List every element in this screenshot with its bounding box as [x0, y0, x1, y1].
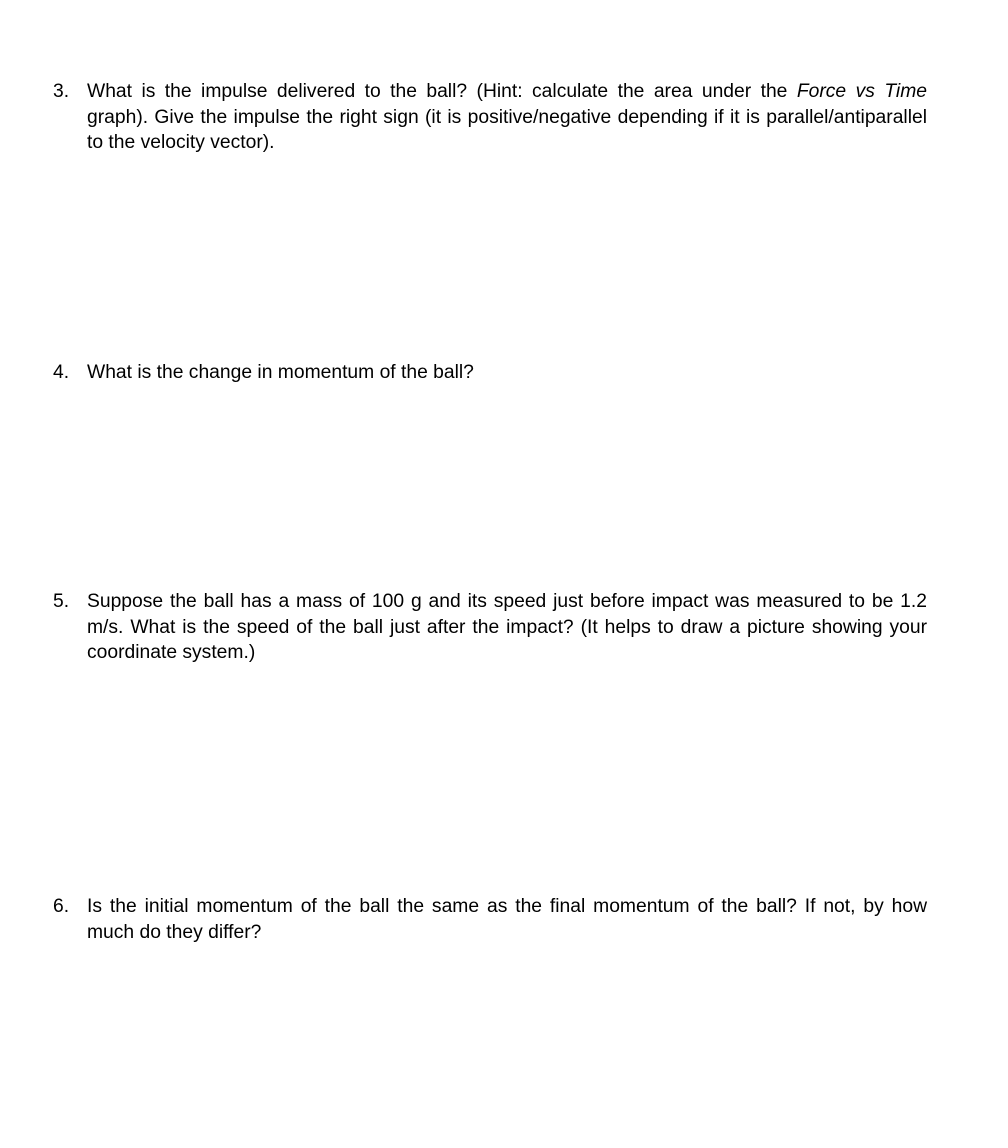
question-text: What is the change in momentum of the ball?	[87, 362, 474, 383]
question-number: 4.	[53, 362, 70, 383]
question-5	[53, 589, 927, 666]
question-text-part: graph). Give the impulse the right sign (it is positive/negative depending if it is parallel/antiparallel to the velocity vector).	[87, 106, 927, 153]
question-3	[53, 79, 927, 156]
italic-term-force: Force	[796, 81, 847, 102]
question-4	[53, 360, 927, 386]
italic-term-time: Time	[884, 81, 928, 102]
question-text	[87, 79, 927, 156]
question-text: Is the initial momentum of the ball the same as the final momentum of the ball? If not, by how much do they differ?	[87, 896, 927, 943]
question-6	[53, 894, 927, 945]
italic-term-vs: vs	[846, 81, 885, 102]
question-text: Suppose the ball has a mass of 100 g and its speed just before impact was measured to be 1.2 m/s. What is the speed of the ball just after the impact? (It helps to draw a picture showing your coordinate system.)	[87, 591, 927, 663]
question-number: 3.	[53, 81, 70, 102]
question-number: 6.	[53, 896, 70, 917]
question-text-part: What is the impulse delivered to the ball? (Hint: calculate the area under the	[87, 81, 797, 102]
question-number: 5.	[53, 591, 70, 612]
